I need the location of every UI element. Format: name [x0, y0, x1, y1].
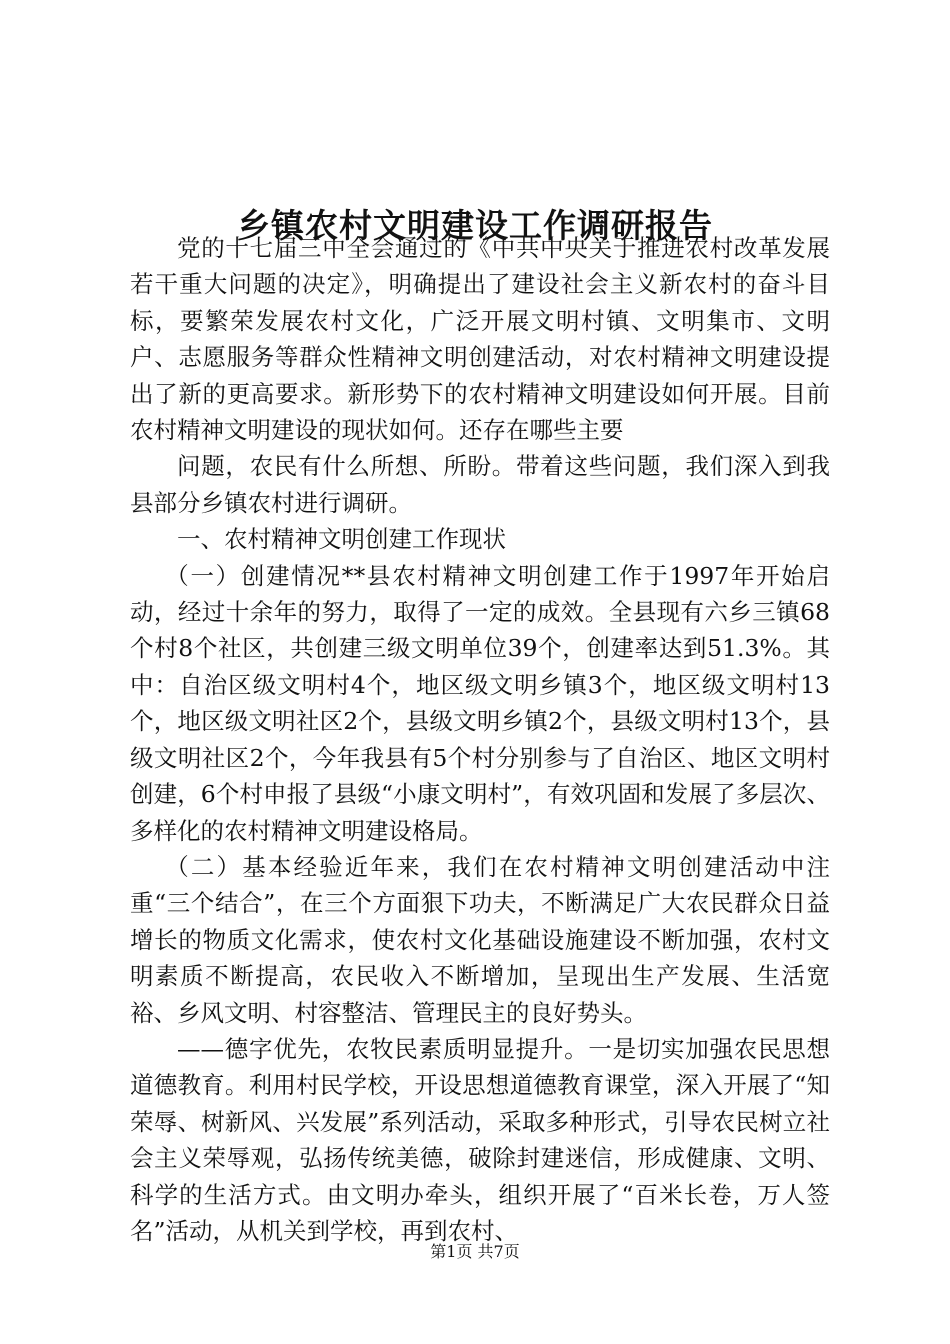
paragraph-intro: 党的十七届三中全会通过的《中共中央关于推进农村改革发展若干重大问题的决定》，明确提出了建设社会主义新农村的奋斗目标，要繁荣发展农村文化，广泛开展文明村镇、文明集市、文明户、志愿服务等群众性精神文明创建活动，对农村精神文明建设提出了新的更高要求。新形势下的农村精神文明建设如何开展。目前农村精神文明建设的现状如何。还存在哪些主要: [130, 234, 830, 445]
document-body: [130, 230, 830, 1249]
page-title: 乡镇农村文明建设工作调研报告: [237, 206, 713, 246]
paragraph-creation-status: （一）创建情况**县农村精神文明创建工作于1997年开始启动，经过十余年的努力，取得了一定的成效。全县现有六乡三镇68个村8个社区，共创建三级文明单位39个，创建率达到51.3%。其中：自治区级文明村4个，地区级文明乡镇3个，地区级文明村13个，地区级文明社区2个，县级文明乡镇2个，县级文明村13个，县级文明社区2个，今年我县有5个村分别参与了自治区、地区文明村创建，6个村申报了县级“小康文明村”，有效巩固和发展了多层次、多样化的农村精神文明建设格局。: [130, 561, 830, 845]
paragraph-intro-continued: 问题，农民有什么所想、所盼。带着这些问题，我们深入到我县部分乡镇农村进行调研。: [130, 452, 830, 517]
page-indicator: 第1页 共7页: [430, 1242, 520, 1261]
section-heading: 一、农村精神文明创建工作现状: [177, 525, 506, 554]
paragraph-basic-experience: （二）基本经验近年来，我们在农村精神文明创建活动中注重“三个结合”，在三个方面狠下功夫，不断满足广大农民群众日益增长的物质文化需求，使农村文化基础设施建设不断加强，农村文明素质不断提高，农民收入不断增加，呈现出生产发展、生活宽裕、乡风文明、村容整洁、管理民主的良好势头。: [130, 852, 830, 1027]
paragraph-morality-first: ——德字优先，农牧民素质明显提升。一是切实加强农民思想道德教育。利用村民学校，开设思想道德教育课堂，深入开展了“知荣辱、树新风、兴发展”系列活动，采取多种形式，引导农民树立社会主义荣辱观，弘扬传统美德，破除封建迷信，形成健康、文明、科学的生活方式。由文明办牵头，组织开展了“百米长卷，万人签名”活动，从机关到学校，再到农村、: [130, 1034, 830, 1245]
